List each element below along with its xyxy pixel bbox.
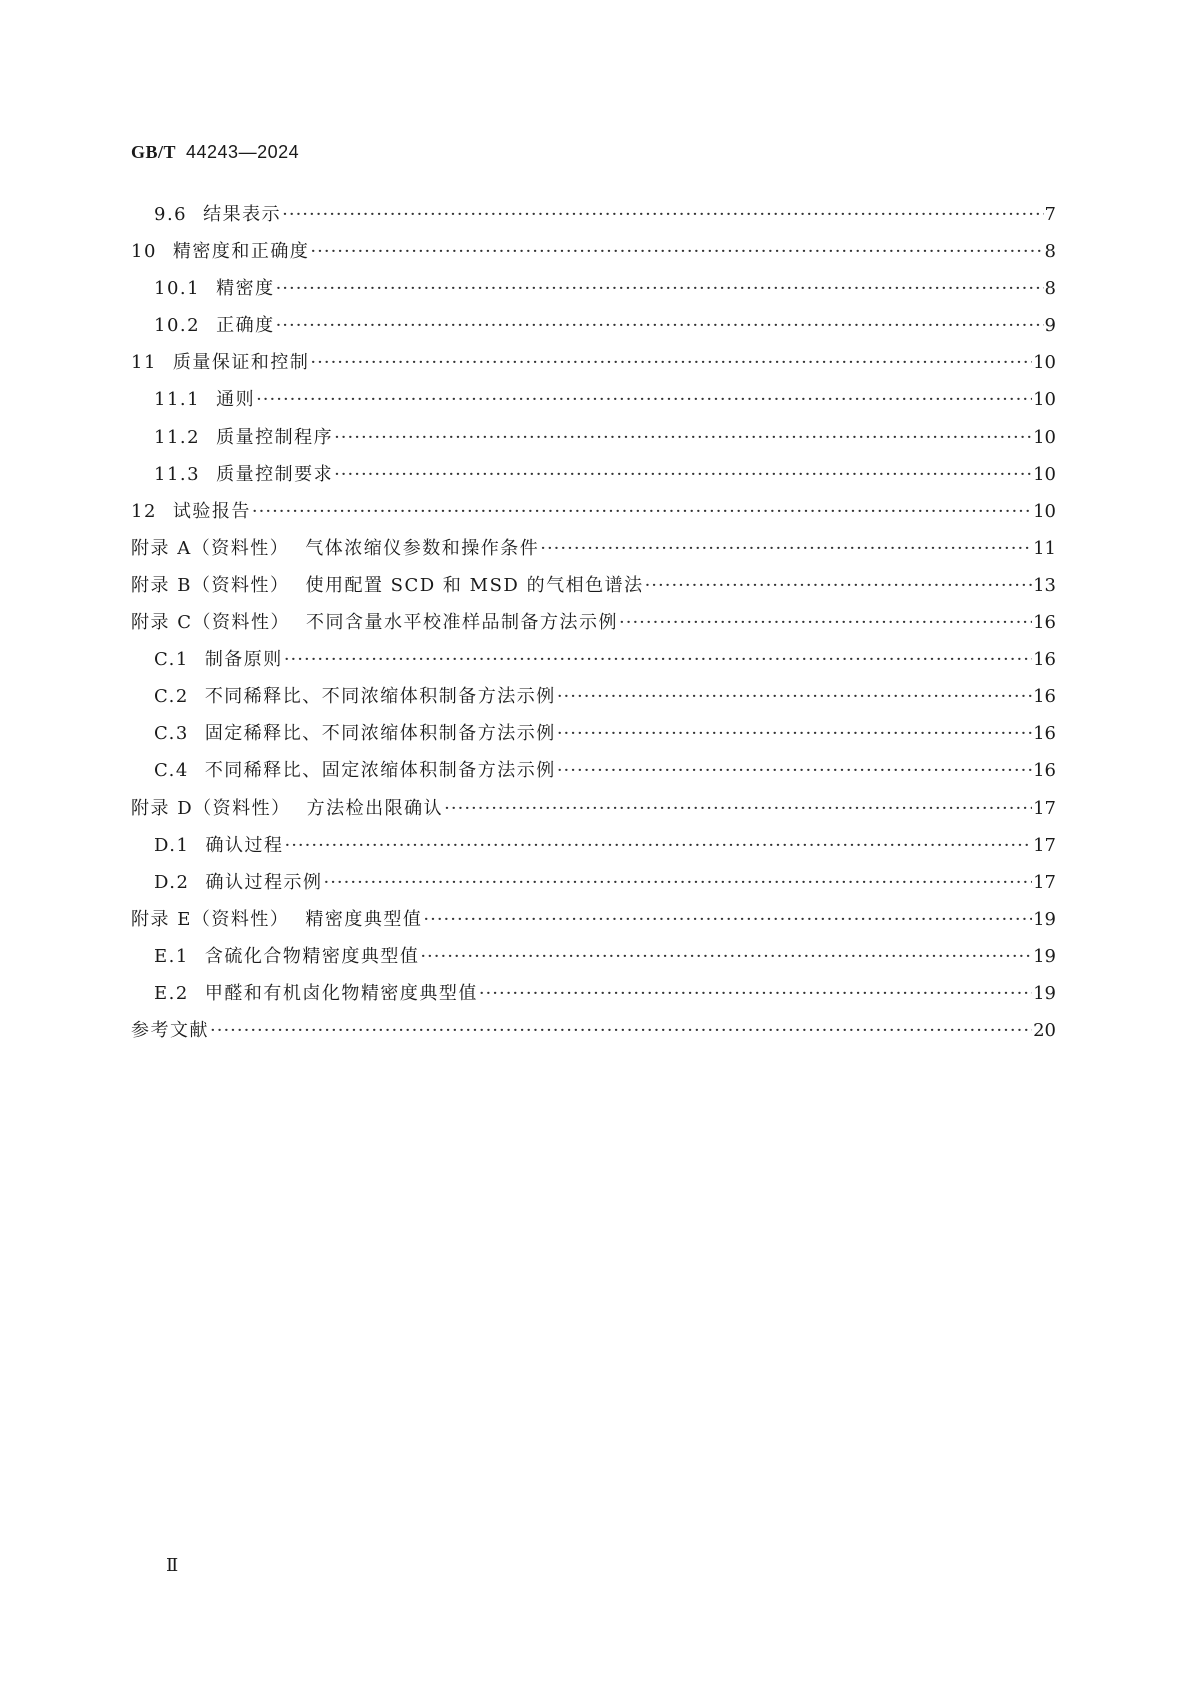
toc-entry-number: E.1	[154, 945, 189, 967]
toc-entry-page: 16	[1033, 760, 1056, 782]
dot-leader	[479, 975, 1032, 1012]
toc-entry-number: 11.3	[154, 463, 201, 485]
toc-entry-label	[154, 864, 322, 901]
toc-entry[interactable]	[131, 604, 1056, 641]
dot-leader	[210, 1012, 1032, 1049]
toc-entry-label	[154, 938, 419, 975]
toc-entry[interactable]	[131, 901, 1056, 938]
toc-entry-number: 11.2	[154, 426, 201, 448]
toc-entry-number: 12	[131, 500, 157, 522]
dot-leader	[282, 196, 1043, 233]
toc-entry-label	[131, 530, 539, 567]
toc-entry-page: 8	[1044, 278, 1056, 300]
document-header	[131, 142, 299, 163]
toc-entry-title: 质量控制程序	[216, 426, 334, 448]
toc-entry-number: 10	[131, 241, 157, 263]
toc-entry-number: 附录 C（资料性）	[131, 612, 290, 634]
toc-entry-title: 气体浓缩仪参数和操作条件	[305, 537, 540, 559]
toc-entry-label	[154, 715, 556, 752]
toc-entry-page: 17	[1033, 797, 1056, 819]
dot-leader	[334, 419, 1032, 456]
toc-entry-title: 质量控制要求	[216, 463, 334, 485]
toc-entry-title: 不同含量水平校准样品制备方法示例	[306, 612, 618, 634]
toc-entry-number: 11.1	[154, 389, 201, 411]
dot-leader	[557, 715, 1032, 752]
toc-entry-page: 10	[1033, 500, 1056, 522]
dot-leader	[323, 864, 1032, 901]
toc-entry[interactable]	[131, 1012, 1056, 1049]
toc-entry-number: 附录 D（资料性）	[131, 797, 291, 819]
toc-entry-label	[154, 456, 333, 493]
toc-entry-label	[154, 678, 556, 715]
toc-entry[interactable]	[131, 641, 1056, 678]
toc-entry-label	[131, 1012, 209, 1049]
toc-entry-title: 固定稀释比、不同浓缩体积制备方法示例	[204, 723, 556, 745]
toc-entry-number: D.2	[154, 871, 190, 893]
toc-entry-label	[154, 975, 478, 1012]
dot-leader	[423, 901, 1032, 938]
dot-leader	[252, 493, 1032, 530]
toc-entry-title: 精密度典型值	[305, 908, 423, 930]
toc-entry-number: 9.6	[154, 204, 188, 225]
toc-entry-page: 16	[1033, 723, 1056, 745]
toc-entry-title: 制备原则	[204, 649, 283, 671]
dot-leader	[284, 827, 1032, 864]
toc-entry-number: D.1	[154, 834, 190, 856]
toc-entry-page: 16	[1033, 612, 1056, 634]
toc-entry-label	[154, 270, 275, 307]
toc-entry[interactable]	[131, 530, 1056, 567]
toc-entry-number: 10.2	[154, 315, 201, 337]
toc-entry-label	[154, 641, 283, 678]
toc-entry-number: C.3	[154, 723, 189, 745]
toc-entry-page: 10	[1033, 389, 1056, 411]
toc-entry-number: C.2	[154, 686, 189, 708]
toc-entry-number: 附录 B（资料性）	[131, 574, 290, 596]
toc-entry-title: 不同稀释比、固定浓缩体积制备方法示例	[204, 760, 556, 782]
toc-entry-label	[131, 604, 618, 641]
toc-entry-page: 7	[1044, 204, 1056, 225]
toc-entry-title: 甲醛和有机卤化物精密度典型值	[204, 982, 478, 1004]
dot-leader	[256, 381, 1032, 418]
toc-entry-label	[131, 901, 422, 938]
toc-entry-label	[131, 344, 309, 381]
toc-entry[interactable]	[131, 790, 1056, 827]
toc-entry[interactable]	[131, 456, 1056, 493]
toc-entry-title: 含硫化合物精密度典型值	[204, 945, 420, 967]
dot-leader	[276, 307, 1044, 344]
toc-entry[interactable]	[131, 975, 1056, 1012]
toc-entry-page: 19	[1033, 908, 1056, 930]
toc-entry-number: C.1	[154, 649, 189, 671]
table-of-contents	[131, 196, 1056, 1049]
standard-number: 44243—2024	[186, 142, 300, 162]
toc-entry-number: 附录 E（资料性）	[131, 908, 290, 930]
toc-entry-label	[131, 493, 251, 530]
dot-leader	[310, 344, 1032, 381]
dot-leader	[540, 530, 1032, 567]
toc-entry-label	[154, 196, 281, 233]
toc-entry-title: 使用配置 SCD 和 MSD 的气相色谱法	[305, 574, 644, 596]
toc-entry[interactable]	[131, 567, 1056, 604]
toc-entry[interactable]	[131, 678, 1056, 715]
toc-entry-title: 参考文献	[131, 1020, 209, 1042]
toc-entry-page: 8	[1044, 241, 1056, 263]
dot-leader	[334, 456, 1032, 493]
toc-entry-number: E.2	[154, 982, 189, 1004]
toc-entry-page: 10	[1033, 426, 1056, 448]
toc-entry-number: 附录 A（资料性）	[131, 537, 290, 559]
toc-entry-title: 确认过程	[205, 834, 284, 856]
dot-leader	[444, 790, 1032, 827]
toc-entry-page: 19	[1033, 982, 1056, 1004]
dot-leader	[557, 752, 1032, 789]
toc-entry[interactable]	[131, 419, 1056, 456]
toc-entry-title: 试验报告	[172, 500, 251, 522]
toc-entry[interactable]	[131, 715, 1056, 752]
toc-entry-title: 结果表示	[203, 204, 282, 225]
standard-code: GB/T	[131, 142, 177, 162]
toc-entry-label	[131, 567, 644, 604]
toc-entry-page: 17	[1033, 834, 1056, 856]
toc-entry-title: 精密度和正确度	[172, 241, 310, 263]
toc-entry[interactable]	[131, 270, 1056, 307]
toc-entry-page: 9	[1044, 315, 1056, 337]
toc-entry-number: 10.1	[154, 278, 201, 300]
toc-entry-label	[131, 790, 443, 827]
toc-entry-label	[154, 827, 283, 864]
toc-entry-page: 10	[1033, 463, 1056, 485]
dot-leader	[645, 567, 1033, 604]
toc-entry[interactable]	[131, 938, 1056, 975]
toc-entry-page: 13	[1033, 574, 1056, 596]
toc-entry-title: 质量保证和控制	[172, 352, 310, 374]
dot-leader	[284, 641, 1032, 678]
dot-leader	[420, 938, 1032, 975]
toc-entry[interactable]	[131, 344, 1056, 381]
toc-entry-page: 10	[1033, 352, 1056, 374]
toc-entry[interactable]	[131, 307, 1056, 344]
toc-entry-label	[154, 752, 556, 789]
toc-entry-label	[154, 307, 275, 344]
toc-entry-page: 20	[1033, 1020, 1056, 1042]
toc-entry-page: 19	[1033, 945, 1056, 967]
toc-entry[interactable]	[131, 493, 1056, 530]
dot-leader	[276, 270, 1044, 307]
toc-entry-page: 17	[1033, 871, 1056, 893]
dot-leader	[310, 233, 1043, 270]
toc-entry[interactable]	[131, 864, 1056, 901]
toc-entry-page: 16	[1033, 649, 1056, 671]
toc-entry-title: 精密度	[216, 278, 275, 300]
dot-leader	[557, 678, 1032, 715]
toc-entry-title: 确认过程示例	[205, 871, 323, 893]
toc-entry[interactable]	[131, 381, 1056, 418]
toc-entry[interactable]	[131, 752, 1056, 789]
toc-entry-page: 16	[1033, 686, 1056, 708]
toc-entry[interactable]	[131, 827, 1056, 864]
toc-entry-label	[154, 381, 255, 418]
toc-entry-number: 11	[131, 352, 157, 374]
toc-entry[interactable]	[131, 196, 1056, 233]
toc-entry-title: 不同稀释比、不同浓缩体积制备方法示例	[204, 686, 556, 708]
toc-entry-title: 通则	[216, 389, 256, 411]
toc-entry-number: C.4	[154, 760, 189, 782]
dot-leader	[619, 604, 1032, 641]
toc-entry-label	[154, 419, 333, 456]
page-number: Ⅱ	[166, 1555, 180, 1576]
toc-entry[interactable]	[131, 233, 1056, 270]
toc-entry-title: 正确度	[216, 315, 275, 337]
toc-entry-page: 11	[1033, 537, 1056, 559]
toc-entry-label	[131, 233, 309, 270]
toc-entry-title: 方法检出限确认	[306, 797, 444, 819]
